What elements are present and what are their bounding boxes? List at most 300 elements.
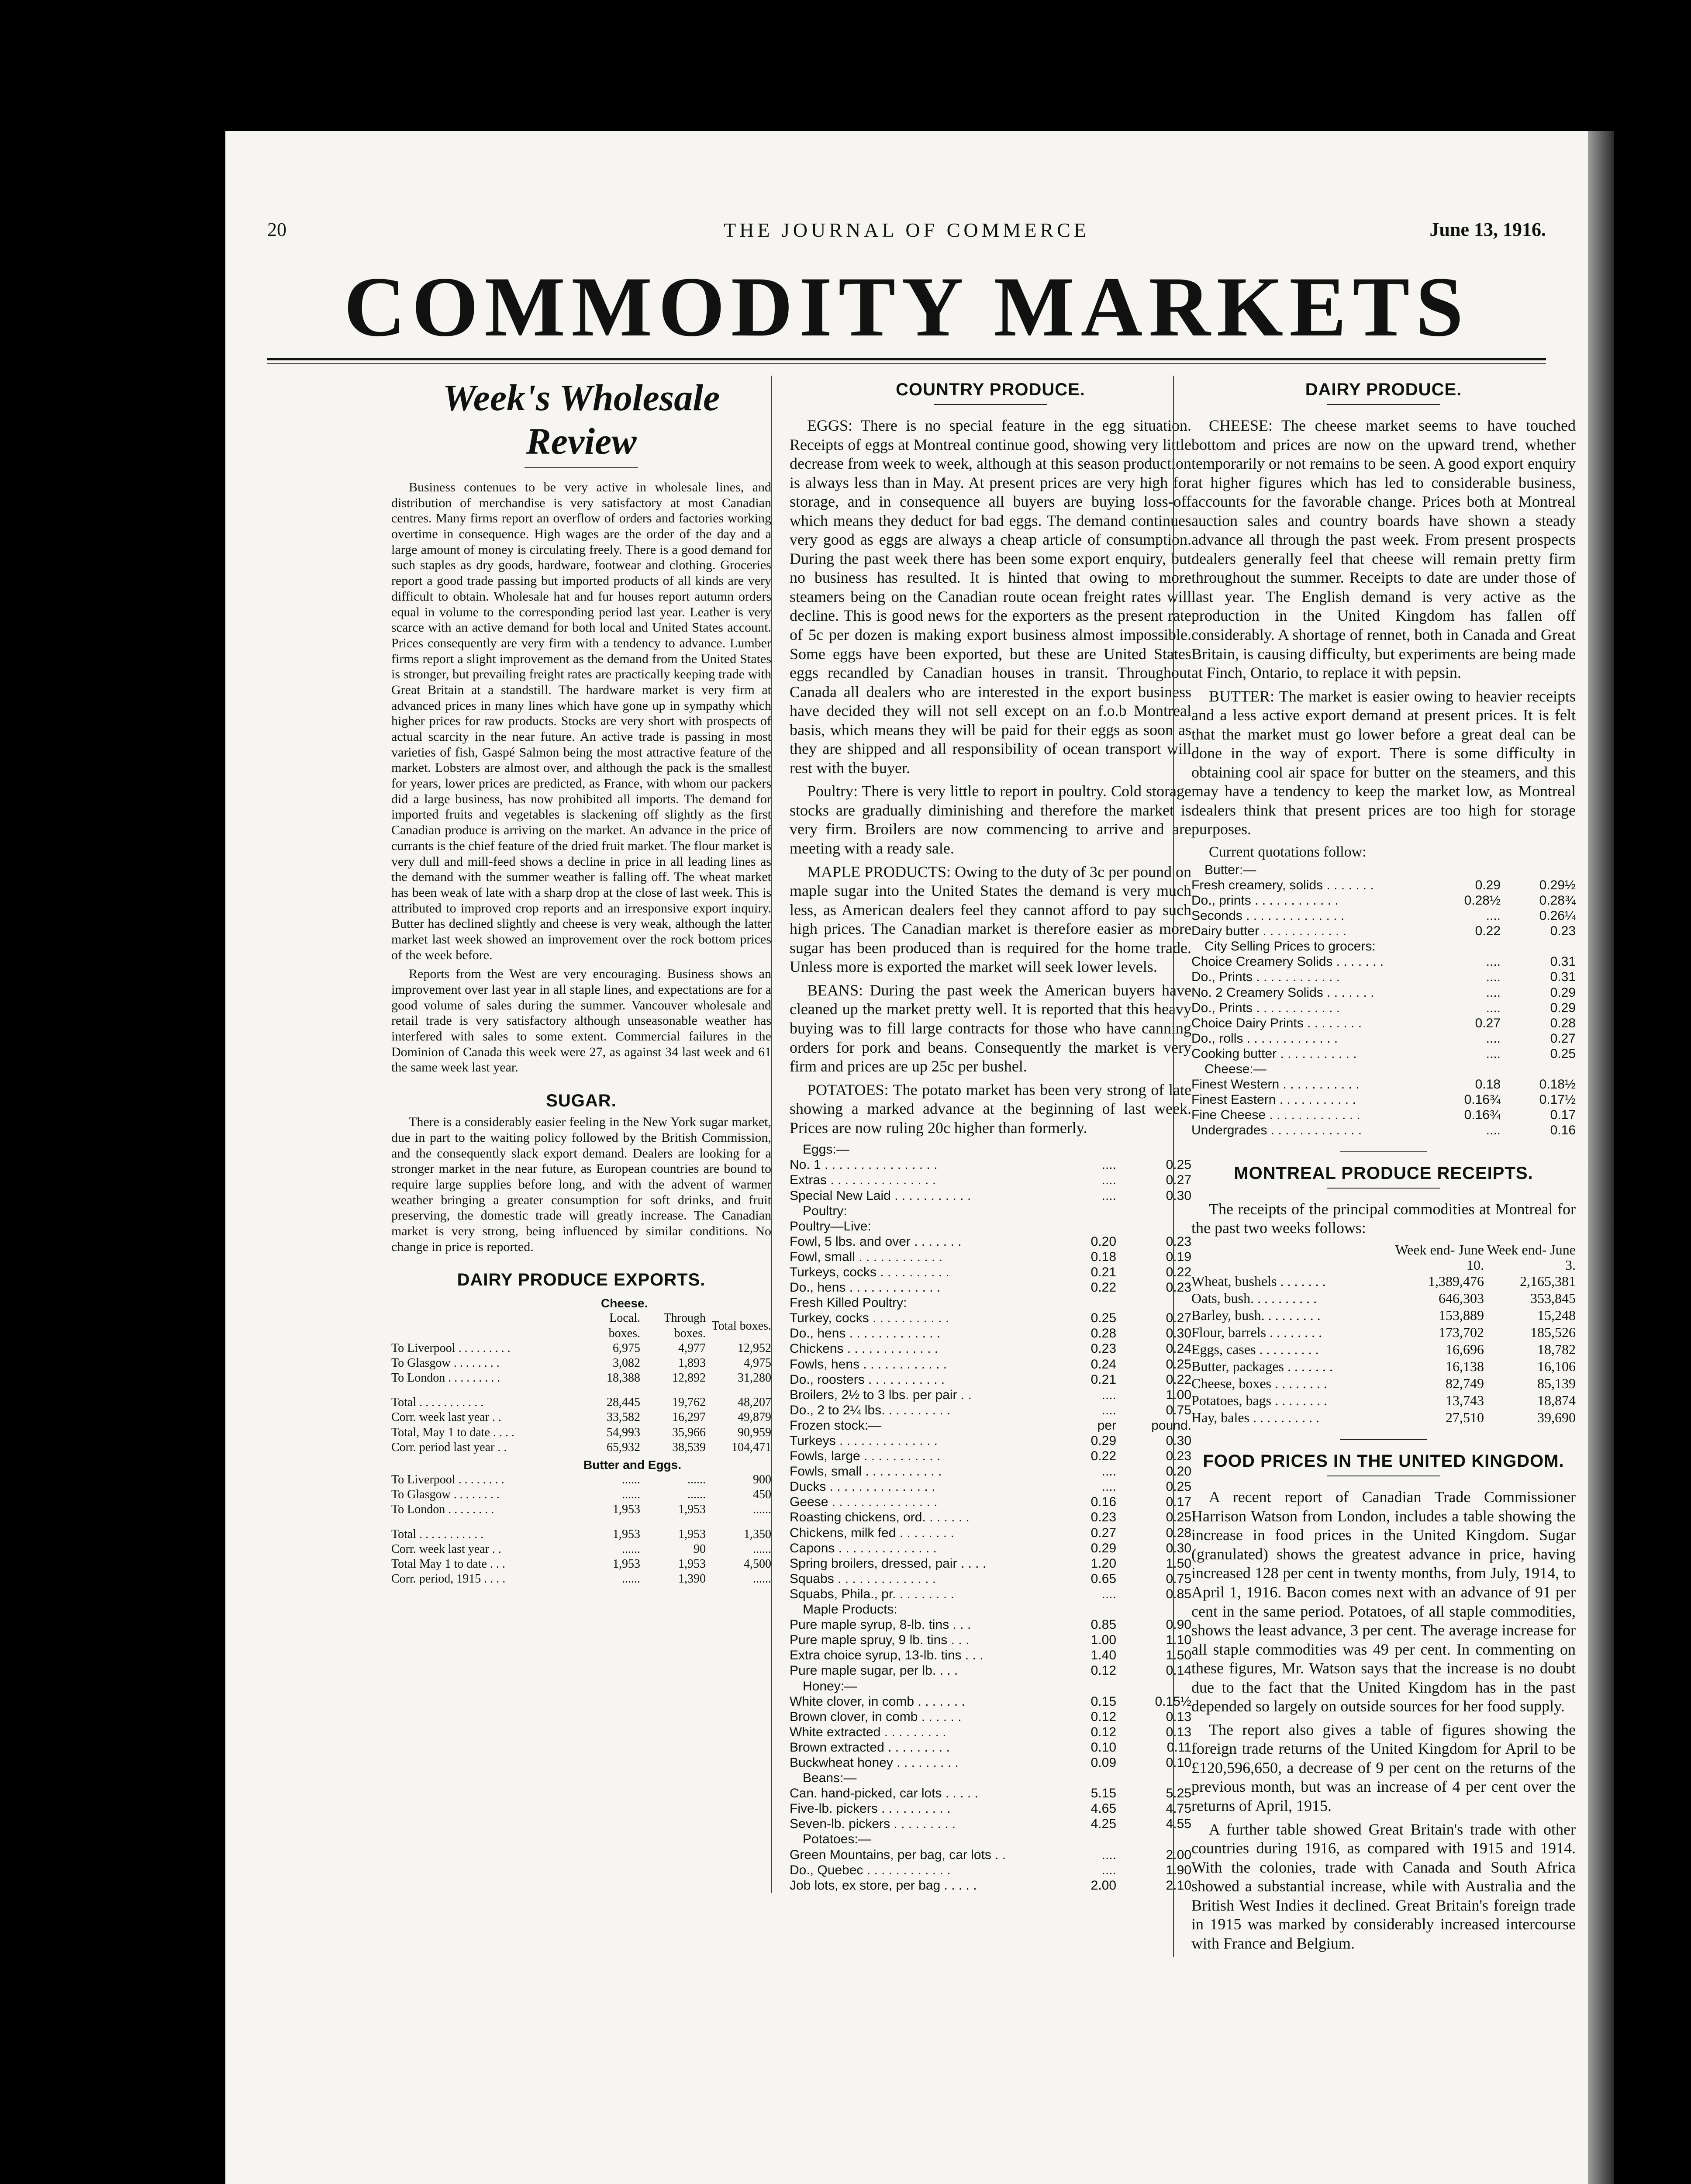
quotation-price: 0.09 [1091,1755,1116,1770]
quotation-price [1041,1770,1116,1786]
receipts-value: 2,165,381 [1520,1273,1576,1289]
country-produce-paragraph: EGGS: There is no special feature in the egg situation. Receipts of eggs at Montreal continue good, showing very little decrease from week to week, although at this season production is always less than in May. At present prices are very high for storage, and in consequence all buyers are buying loss-off which means they deduct for bad eggs. The demand continues very good as eggs are always a cheap article of consumption. During the past week there has been some export enquiry, but no business has resulted. It is hinted that owing to more steamers being on the Canadian route ocean freight rates will decline. This is good news for the exporters as the present rate of 5c per dozen is making export business almost impossible. Some eggs have been exported, but these are United States eggs recandled by Canadian houses in transit. Throughout Canada all dealers who are interested in the export business have decided they will not sell except on an f.o.b Montreal basis, which means they will be paid for their eggs as soon as they are shipped and all responsibility of ocean transport will rest with the buyer. [790,417,1191,777]
newspaper-page [225,131,1588,2184]
quotation-row [790,1801,1191,1816]
quotation-row [790,1679,1191,1694]
quotation-price: 0.21 [1091,1265,1116,1279]
receipts-row [1191,1307,1576,1324]
quotation-label: Spring broilers, dressed, pair . . . . [790,1556,987,1571]
quotation-row [790,1172,1191,1188]
quotation-row [790,1663,1191,1678]
receipts-row [1191,1375,1576,1392]
quotation-label: Brown extracted . . . . . . . . . [790,1740,950,1755]
quotation-price: 0.11 [1166,1740,1191,1755]
quotation-price: 0.75 [1166,1403,1191,1417]
quotation-row [790,1556,1191,1571]
receipts-value: 18,782 [1537,1341,1576,1358]
quotation-price: 0.27 [1166,1173,1191,1188]
issue-date: June 13, 1916. [1429,219,1546,240]
quotation-row [790,1541,1191,1556]
quotation-price: 0.20 [1166,1464,1191,1479]
quotation-price: .... [1101,1863,1116,1877]
quotation-price: 0.27 [1475,1016,1501,1030]
quotation-label: Finest Eastern . . . . . . . . . . . [1191,1092,1356,1107]
quotation-row [790,1142,1191,1157]
quotation-price: 1.50 [1166,1556,1191,1571]
quotation-row [790,1464,1191,1479]
quotation-price: 0.31 [1550,954,1576,969]
title-rule [934,404,1047,405]
quotation-row [790,1372,1191,1387]
montreal-receipts-heading: MONTREAL PRODUCE RECEIPTS. [1234,1163,1533,1183]
quotation-price: 1.50 [1166,1648,1191,1663]
quotation-price: 0.16 [1091,1495,1116,1510]
weekly-review-title: Week's Wholesale Review [442,377,720,462]
dairy-produce-paragraph: BUTTER: The market is easier owing to heavier receipts and a less active export demand at present prices. It is felt that the market must go lower before a great deal can be done in the way of export. There is some difficulty in obtaining cool air space for butter on the steamers, and this may have a tendency to keep the market low, as Montreal dealers think that present prices are too high for storage purposes. [1191,687,1576,838]
masthead-rule-thin [267,363,1546,364]
quotation-price: 0.23 [1166,1234,1191,1249]
quotation-label: Turkey, cocks . . . . . . . . . . . [790,1311,949,1326]
receipts-value: 173,702 [1439,1324,1484,1341]
quotation-label: No. 2 Creamery Solids . . . . . . . [1191,985,1374,1000]
quotation-price: 0.30 [1166,1541,1191,1555]
dairy-exports-heading: DAIRY PRODUCE EXPORTS. [457,1270,706,1290]
quotation-price [1041,1679,1116,1694]
quotation-row [790,1816,1191,1832]
quotation-price: .... [1101,1479,1116,1494]
column-middle [771,376,1191,1893]
table-row: To Liverpool . . . . . . . . . 6,975 4,977 12,952 [391,1341,771,1355]
quotation-row [790,1709,1191,1724]
quotation-price: 1.00 [1091,1633,1116,1648]
quotation-price: 0.29½ [1539,878,1576,892]
quotation-label: Capons . . . . . . . . . . . . . . [790,1541,937,1555]
quotation-price: 1.10 [1166,1633,1191,1648]
receipts-value: 85,139 [1537,1375,1576,1392]
quotation-label: Geese . . . . . . . . . . . . . . . [790,1495,938,1510]
quotation-label: Fine Cheese . . . . . . . . . . . . . [1191,1108,1360,1123]
quotation-label: Chickens, milk fed . . . . . . . . [790,1525,954,1540]
food-prices-paragraph: A recent report of Canadian Trade Commissioner Harrison Watson from London, includes a table showing the increase in food prices in the United Kingdom. Sugar (granulated) shows the greatest advance in price, having increased 128 per cent in twenty months, from July, 1914, to April 1, 1916. Bacon comes next with an advance of 91 per cent in the same period. Potatoes, of all staple commodities, shows the least advance, 3 per cent. The average increase for all staple commodities was 49 per cent. In commenting on these figures, Mr. Watson says that the increase is no doubt due to the fact that the United Kingdom has in the past depended so largely on outside sources for her food supply. [1191,1488,1576,1715]
receipts-commodity: Cheese, boxes . . . . . . . . [1191,1375,1328,1392]
weekly-review-paragraph: Reports from the West are very encouraging. Business shows an improvement over last year in all staple lines, and expectations are for a good volume of sales during the summer. Vancouver wholesale and retail trade is very satisfactory although unseasonable weather has interfered with sales to some extent. Commercial failures in the Dominion of Canada this week were 27, as against 34 last week and 61 the same week last year. [391,967,771,1075]
quotation-price: .... [1101,1188,1116,1203]
receipts-value: 27,510 [1446,1410,1484,1426]
receipts-value: 153,889 [1439,1307,1484,1324]
quotation-label: White clover, in comb . . . . . . . [790,1694,965,1709]
receipts-value: 16,106 [1537,1358,1576,1375]
quotation-price: 0.25 [1166,1510,1191,1525]
quotation-price: 0.29 [1475,878,1501,892]
food-prices-uk-heading: FOOD PRICES IN THE UNITED KINGDOM. [1203,1451,1564,1471]
quotation-price: 4.75 [1166,1801,1191,1816]
cheese-subheading: Cheese. [601,1296,648,1310]
quotation-row [1191,1031,1576,1046]
quotation-row [1191,985,1576,1000]
quotation-label: Roasting chickens, ord. . . . . . . [790,1510,970,1525]
butter-eggs-subheading: Butter and Eggs. [583,1458,682,1472]
sugar-paragraph: There is a considerably easier feeling in the New York sugar market, due in part to the waiting policy followed by the British Commission, and the consequently slack export demand. Dealers are looking for a stronger market in the near future, as European countries are bound to require large supplies before long, and with the advent of warmer weather bringing a greater consumption for soft drinks, and fruit preserving, the domestic trade will greatly increase. The Canadian market is very strong, being influenced by similar conditions. No change in price is reported. [391,1115,771,1254]
quotation-price: 0.29 [1091,1434,1116,1448]
quotation-label: Five-lb. pickers . . . . . . . . . . [790,1801,951,1816]
quotations-heading: Current quotations follow: [1209,844,1367,860]
receipts-row [1191,1273,1576,1290]
quotation-price [1425,862,1501,878]
quotation-label: Squabs, Phila., pr. . . . . . . . . [790,1586,954,1601]
quotation-label: Finest Western . . . . . . . . . . . [1191,1077,1360,1092]
masthead-title: COMMODITY MARKETS [344,259,1470,354]
quotation-price: 0.16 [1550,1123,1576,1138]
running-header [267,218,1546,245]
quotation-label: Undergrades . . . . . . . . . . . . . [1191,1123,1362,1138]
quotation-price: 0.22 [1166,1372,1191,1387]
quotation-row [790,1586,1191,1602]
quotation-price: .... [1486,1123,1501,1138]
quotation-price: .... [1486,909,1501,923]
quotation-price: 0.25 [1550,1046,1576,1061]
table-row: Total . . . . . . . . . . . 28,445 19,762 48,207 [391,1396,771,1410]
quotation-price: 2.10 [1166,1878,1191,1893]
quotation-price: 0.20 [1091,1234,1116,1249]
quotation-row [1191,908,1576,923]
quotation-price: 0.18 [1475,1077,1501,1092]
food-prices-paragraph: The report also gives a table of figures showing the foreign trade returns of the United Kingdom for April to be £120,596,650, a decrease of 9 per cent on the returns of the previous month, but was an increase of 4 per cent over the returns of April, 1915. [1191,1721,1576,1815]
column-header: Week end- June 10. [1395,1241,1484,1273]
dairy-produce-paragraph: CHEESE: The cheese market seems to have touched bottom and prices are now on the upward trend, whether temporarily or not remains to be seen. A good export enquiry at higher figures which has led to considerable business, accounts for the favorable change. Prices both at Montreal auction sales and country boards have shown a steady advance all through the past week. From present prospects dealers generally feel that cheese will remain pretty firm throughout the summer. Receipts to date are under those of last year. The English demand is very active as the production in the United Kingdom has fallen off considerably. A shortage of rennet, both in Canada and Great Britain, is causing difficulty, but experiments are being made at Finch, Ontario, to replace it with pepsin. [1191,417,1576,682]
table-row: To Liverpool . . . . . . . . ...... ...... 900 [391,1473,771,1487]
quotation-label: Fresh Killed Poultry: [790,1296,907,1310]
quotation-price: 0.21 [1091,1372,1116,1387]
quotation-price: 0.27 [1166,1311,1191,1326]
quotation-price: 0.23 [1091,1341,1116,1356]
quotation-price: 0.19 [1166,1249,1191,1264]
quotation-price [1041,1295,1116,1310]
quotation-row [790,1280,1191,1295]
title-rule [1327,1188,1440,1189]
quotation-price: .... [1486,1000,1501,1015]
quotation-label: Broilers, 2½ to 3 lbs. per pair . . [790,1387,972,1402]
quotation-price: 0.23 [1091,1510,1116,1525]
quotation-row [790,1387,1191,1403]
receipts-row [1191,1341,1576,1358]
quotation-row [1191,1000,1576,1016]
quotation-row [1191,939,1576,954]
quotation-price [1501,939,1576,954]
country-produce-paragraph: Poultry: There is very little to report in poultry. Cold storage stocks are gradually diminishing and therefore the market is very firm. Broilers are now commencing to arrive and are meeting with a ready sale. [790,782,1191,857]
quotation-label: Pure maple syrup, 8-lb. tins . . . [790,1617,971,1632]
quotation-price: 2.00 [1091,1878,1116,1893]
quotation-row [790,1433,1191,1448]
quotation-row [790,1525,1191,1541]
quotation-row [790,1418,1191,1433]
quotation-row [790,1571,1191,1586]
quotation-label: Frozen stock:— [790,1418,882,1433]
quotation-label: Do., 2 to 2¼ lbs. . . . . . . . . . [790,1403,951,1417]
quotation-price: per [1097,1418,1116,1433]
receipts-value: 18,874 [1537,1393,1576,1409]
quotation-price: 5.25 [1166,1786,1191,1801]
quotation-price: 0.14 [1166,1663,1191,1678]
quotation-price: 4.55 [1166,1817,1191,1832]
quotation-label: Brown clover, in comb . . . . . . [790,1709,962,1724]
country-produce-paragraph: BEANS: During the past week the American buyers have cleaned up the market pretty well. It is reported that this heavy buying was to fill large contracts for those who have canning orders for pork and beans. Consequently the market is very firm and prices are up 25c per bushel. [790,981,1191,1075]
receipts-value: 646,303 [1439,1290,1484,1306]
quotation-price: .... [1101,1586,1116,1601]
quotation-price: pound. [1151,1418,1191,1433]
quotation-row [790,1448,1191,1464]
receipts-row [1191,1409,1576,1426]
quotation-row [790,1617,1191,1632]
quotation-label: Extras . . . . . . . . . . . . . . . [790,1173,936,1188]
montreal-receipts-intro: The receipts of the principal commodities at Montreal for the past two weeks follows: [1191,1200,1576,1237]
receipts-row [1191,1392,1576,1409]
quotation-price: .... [1486,970,1501,985]
quotation-row [790,1326,1191,1341]
quotation-price: 0.28¾ [1539,893,1576,908]
country-produce-heading: COUNTRY PRODUCE. [896,380,1085,399]
quotation-row [790,1219,1191,1234]
receipts-commodity: Hay, bales . . . . . . . . . . [1191,1410,1319,1426]
quotation-price [1041,1142,1116,1157]
receipts-row [1191,1290,1576,1307]
quotation-price: 0.13 [1166,1709,1191,1724]
table-row: Corr. week last year . . ...... 90 ...... [391,1542,771,1556]
quotation-price: 4.25 [1091,1817,1116,1832]
quotation-price [1501,1061,1576,1077]
quotation-label: Beans:— [803,1771,857,1786]
quotation-row [790,1694,1191,1709]
journal-title: THE JOURNAL OF COMMERCE [724,219,1090,241]
quotation-label: Squabs . . . . . . . . . . . . . . [790,1571,936,1586]
quotation-row [1191,1092,1576,1107]
table-row: To Glasgow . . . . . . . . ...... ...... 450 [391,1488,771,1502]
quotation-label: Do., hens . . . . . . . . . . . . . [790,1280,941,1295]
quotation-price: 1.40 [1091,1648,1116,1663]
quotation-label: Do., hens . . . . . . . . . . . . . [790,1326,941,1341]
receipts-value: 16,138 [1446,1358,1484,1375]
quotation-price: .... [1101,1387,1116,1402]
title-rule [1327,404,1440,405]
quotation-row [790,1770,1191,1786]
quotation-row [1191,1046,1576,1061]
quotation-label: Eggs:— [803,1142,849,1157]
quotation-label: Turkeys . . . . . . . . . . . . . . [790,1434,938,1448]
quotation-price: 5.15 [1091,1786,1116,1801]
sugar-heading: SUGAR. [546,1091,617,1111]
quotation-price: 0.22 [1475,924,1501,939]
quotation-price: 0.24 [1166,1341,1191,1356]
table-row: Total, May 1 to date . . . . 54,993 35,966 90,959 [391,1425,771,1439]
quotation-price: 0.26¼ [1539,909,1576,923]
quotation-price [1425,1061,1501,1077]
quotation-row [790,1403,1191,1418]
quotation-price: .... [1486,954,1501,969]
quotation-label: Do., Quebec . . . . . . . . . . . . [790,1863,951,1877]
receipts-value: 15,248 [1537,1307,1576,1324]
quotation-price [1041,1832,1116,1847]
quotation-price: 0.17½ [1539,1092,1576,1107]
quotation-row [1191,893,1576,908]
quotation-row [790,1724,1191,1740]
quotation-row [1191,969,1576,985]
quotation-label: City Selling Prices to grocers: [1204,939,1376,954]
quotation-price [1501,862,1576,878]
quotation-label: Pure maple sugar, per lb. . . . [790,1663,958,1678]
country-produce-quotations [790,1142,1191,1893]
quotation-label: Seconds . . . . . . . . . . . . . . [1191,909,1345,923]
dairy-exports-table [391,1293,771,1586]
page-edge-shadow [1588,131,1614,2184]
food-prices-paragraph: A further table showed Great Britain's trade with other countries during 1916, as compared with 1915 and 1914. With the colonies, trade with Canada and South Africa showed a substantial increase, while with Australia and the British West Indies it declined. Great Britain's foreign trade in 1915 was marked by considerably increased intercourse with France and Belgium. [1191,1820,1576,1952]
quotation-price: 0.23 [1166,1449,1191,1464]
receipts-commodity: Oats, bush. . . . . . . . . . [1191,1290,1317,1306]
country-produce-paragraph: MAPLE PRODUCTS: Owing to the duty of 3c per pound on maple sugar into the United States the demand is very much less, as American dealers feel they cannot afford to pay such high prices. The Canadian market is therefore easier as more sugar has been produced than is required for the home trade. Unless more is exported the market will seek lower levels. [790,863,1191,976]
table-row: To Glasgow . . . . . . . . 3,082 1,893 4,975 [391,1356,771,1370]
section-rule [1340,1151,1427,1152]
quotation-price: 0.85 [1091,1617,1116,1632]
quotation-row [1191,923,1576,939]
quotation-label: Choice Creamery Solids . . . . . . . [1191,954,1384,969]
quotation-price: .... [1101,1173,1116,1188]
quotation-row [1191,862,1576,878]
quotation-row [790,1878,1191,1893]
quotation-label: Fowls, large . . . . . . . . . . . [790,1449,941,1464]
receipts-commodity: Potatoes, bags . . . . . . . . [1191,1393,1328,1409]
column-header: Total boxes. [711,1319,771,1333]
quotation-price: 0.27 [1091,1525,1116,1540]
quotation-label: Fowls, hens . . . . . . . . . . . . [790,1357,947,1372]
quotation-label: No. 1 . . . . . . . . . . . . . . . . [790,1158,938,1172]
receipts-value: 39,690 [1537,1410,1576,1426]
quotation-row [790,1632,1191,1648]
montreal-receipts-table [1191,1242,1576,1427]
quotation-price: 4.65 [1091,1801,1116,1816]
quotation-price: 0.22 [1091,1449,1116,1464]
quotation-price: 0.85 [1166,1586,1191,1601]
quotation-price: 1.90 [1166,1863,1191,1877]
quotation-price: 0.15½ [1155,1694,1191,1709]
quotation-label: Do., Prints . . . . . . . . . . . . [1191,970,1340,985]
quotation-price: 0.65 [1091,1571,1116,1586]
quotation-label: Extra choice syrup, 13-lb. tins . . . [790,1648,984,1663]
quotation-label: Turkeys, cocks . . . . . . . . . . [790,1265,949,1279]
quotation-price: 1.00 [1166,1387,1191,1402]
quotation-label: Ducks . . . . . . . . . . . . . . . [790,1479,935,1494]
column-header: Local. boxes. [608,1311,640,1340]
quotation-price: .... [1101,1464,1116,1479]
receipts-commodity: Barley, bush. . . . . . . . . [1191,1307,1321,1324]
quotation-row [790,1234,1191,1249]
quotation-price: 0.27 [1550,1031,1576,1046]
receipts-row [1191,1358,1576,1375]
quotation-row [1191,1061,1576,1077]
dairy-produce-heading: DAIRY PRODUCE. [1305,380,1462,399]
quotation-row [790,1310,1191,1326]
receipts-commodity: Butter, packages . . . . . . . [1191,1358,1333,1375]
quotation-row [790,1755,1191,1770]
title-rule [525,467,638,468]
quotation-row [790,1479,1191,1494]
quotation-price: 1.20 [1091,1556,1116,1571]
quotation-label: Seven-lb. pickers . . . . . . . . . [790,1817,956,1832]
quotation-price: 0.28 [1091,1326,1116,1341]
quotation-row [790,1203,1191,1219]
quotation-row [790,1357,1191,1372]
receipts-value: 353,845 [1530,1290,1576,1306]
quotation-label: Buckwheat honey . . . . . . . . . [790,1755,959,1770]
table-row: To London . . . . . . . . . 18,388 12,892 31,280 [391,1371,771,1385]
quotation-row [790,1832,1191,1847]
quotation-price: 0.22 [1091,1280,1116,1295]
quotation-price: 0.25 [1166,1357,1191,1372]
quotation-label: Pure maple spruy, 9 lb. tins . . . [790,1633,970,1648]
quotation-price: 0.29 [1550,1000,1576,1015]
column-left [391,376,771,1586]
quotation-row [1191,954,1576,969]
quotation-row [790,1786,1191,1801]
quotation-row [790,1188,1191,1203]
table-row: Total May 1 to date . . . 1,953 1,953 4,500 [391,1557,771,1571]
quotation-price: 0.17 [1550,1108,1576,1123]
quotation-row [790,1265,1191,1280]
quotation-price [1425,939,1501,954]
quotation-label: Do., roosters . . . . . . . . . . . [790,1372,945,1387]
quotation-price: .... [1486,1046,1501,1061]
quotation-row [1191,1077,1576,1092]
quotation-price: 0.12 [1091,1709,1116,1724]
quotation-price: .... [1486,985,1501,1000]
quotation-price: 0.16¾ [1464,1092,1501,1107]
quotation-label: Maple Products: [803,1602,897,1617]
quotation-label: Fowl, 5 lbs. and over . . . . . . . [790,1234,962,1249]
masthead-rule [267,358,1546,360]
quotation-row [790,1295,1191,1310]
quotation-label: Do., rolls . . . . . . . . . . . . . [1191,1031,1338,1046]
quotation-price: 0.10 [1166,1755,1191,1770]
receipts-value: 1,389,476 [1428,1273,1484,1289]
quotation-row [1191,1016,1576,1031]
quotation-label: Potatoes:— [803,1832,871,1847]
quotation-price: 0.90 [1166,1617,1191,1632]
quotation-label: Fresh creamery, solids . . . . . . . [1191,878,1374,892]
quotation-price: 2.00 [1166,1847,1191,1862]
quotation-label: Fowl, small . . . . . . . . . . . . [790,1249,943,1264]
quotation-price: .... [1101,1847,1116,1862]
quotation-price: 0.10 [1091,1740,1116,1755]
receipts-value: 16,696 [1446,1341,1484,1358]
quotation-price: 0.12 [1091,1724,1116,1739]
quotation-label: Choice Dairy Prints . . . . . . . . [1191,1016,1362,1030]
quotation-label: Poultry—Live: [790,1219,871,1234]
quotation-price: 0.13 [1166,1724,1191,1739]
quotation-row [1191,1123,1576,1138]
country-produce-paragraph: POTATOES: The potato market has been very strong of late showing a marked advance at the beginning of last week. Prices are now ruling 20c higher than formerly. [790,1081,1191,1137]
quotation-row [790,1847,1191,1863]
quotation-label: Can. hand-picked, car lots . . . . . [790,1786,978,1801]
quotation-row [790,1341,1191,1356]
quotation-price: 0.28 [1550,1016,1576,1030]
quotation-label: Do., prints . . . . . . . . . . . . [1191,893,1339,908]
quotation-price: 0.15 [1091,1694,1116,1709]
receipts-value: 13,743 [1446,1393,1484,1409]
dairy-produce-quotations [1191,862,1576,1138]
quotation-row [790,1249,1191,1265]
quotation-label: Chickens . . . . . . . . . . . . . [790,1341,939,1356]
quotation-row [790,1494,1191,1510]
quotation-price: 0.12 [1091,1663,1116,1678]
quotation-price: 0.30 [1166,1326,1191,1341]
quotation-label: Dairy butter . . . . . . . . . . . . [1191,924,1347,939]
